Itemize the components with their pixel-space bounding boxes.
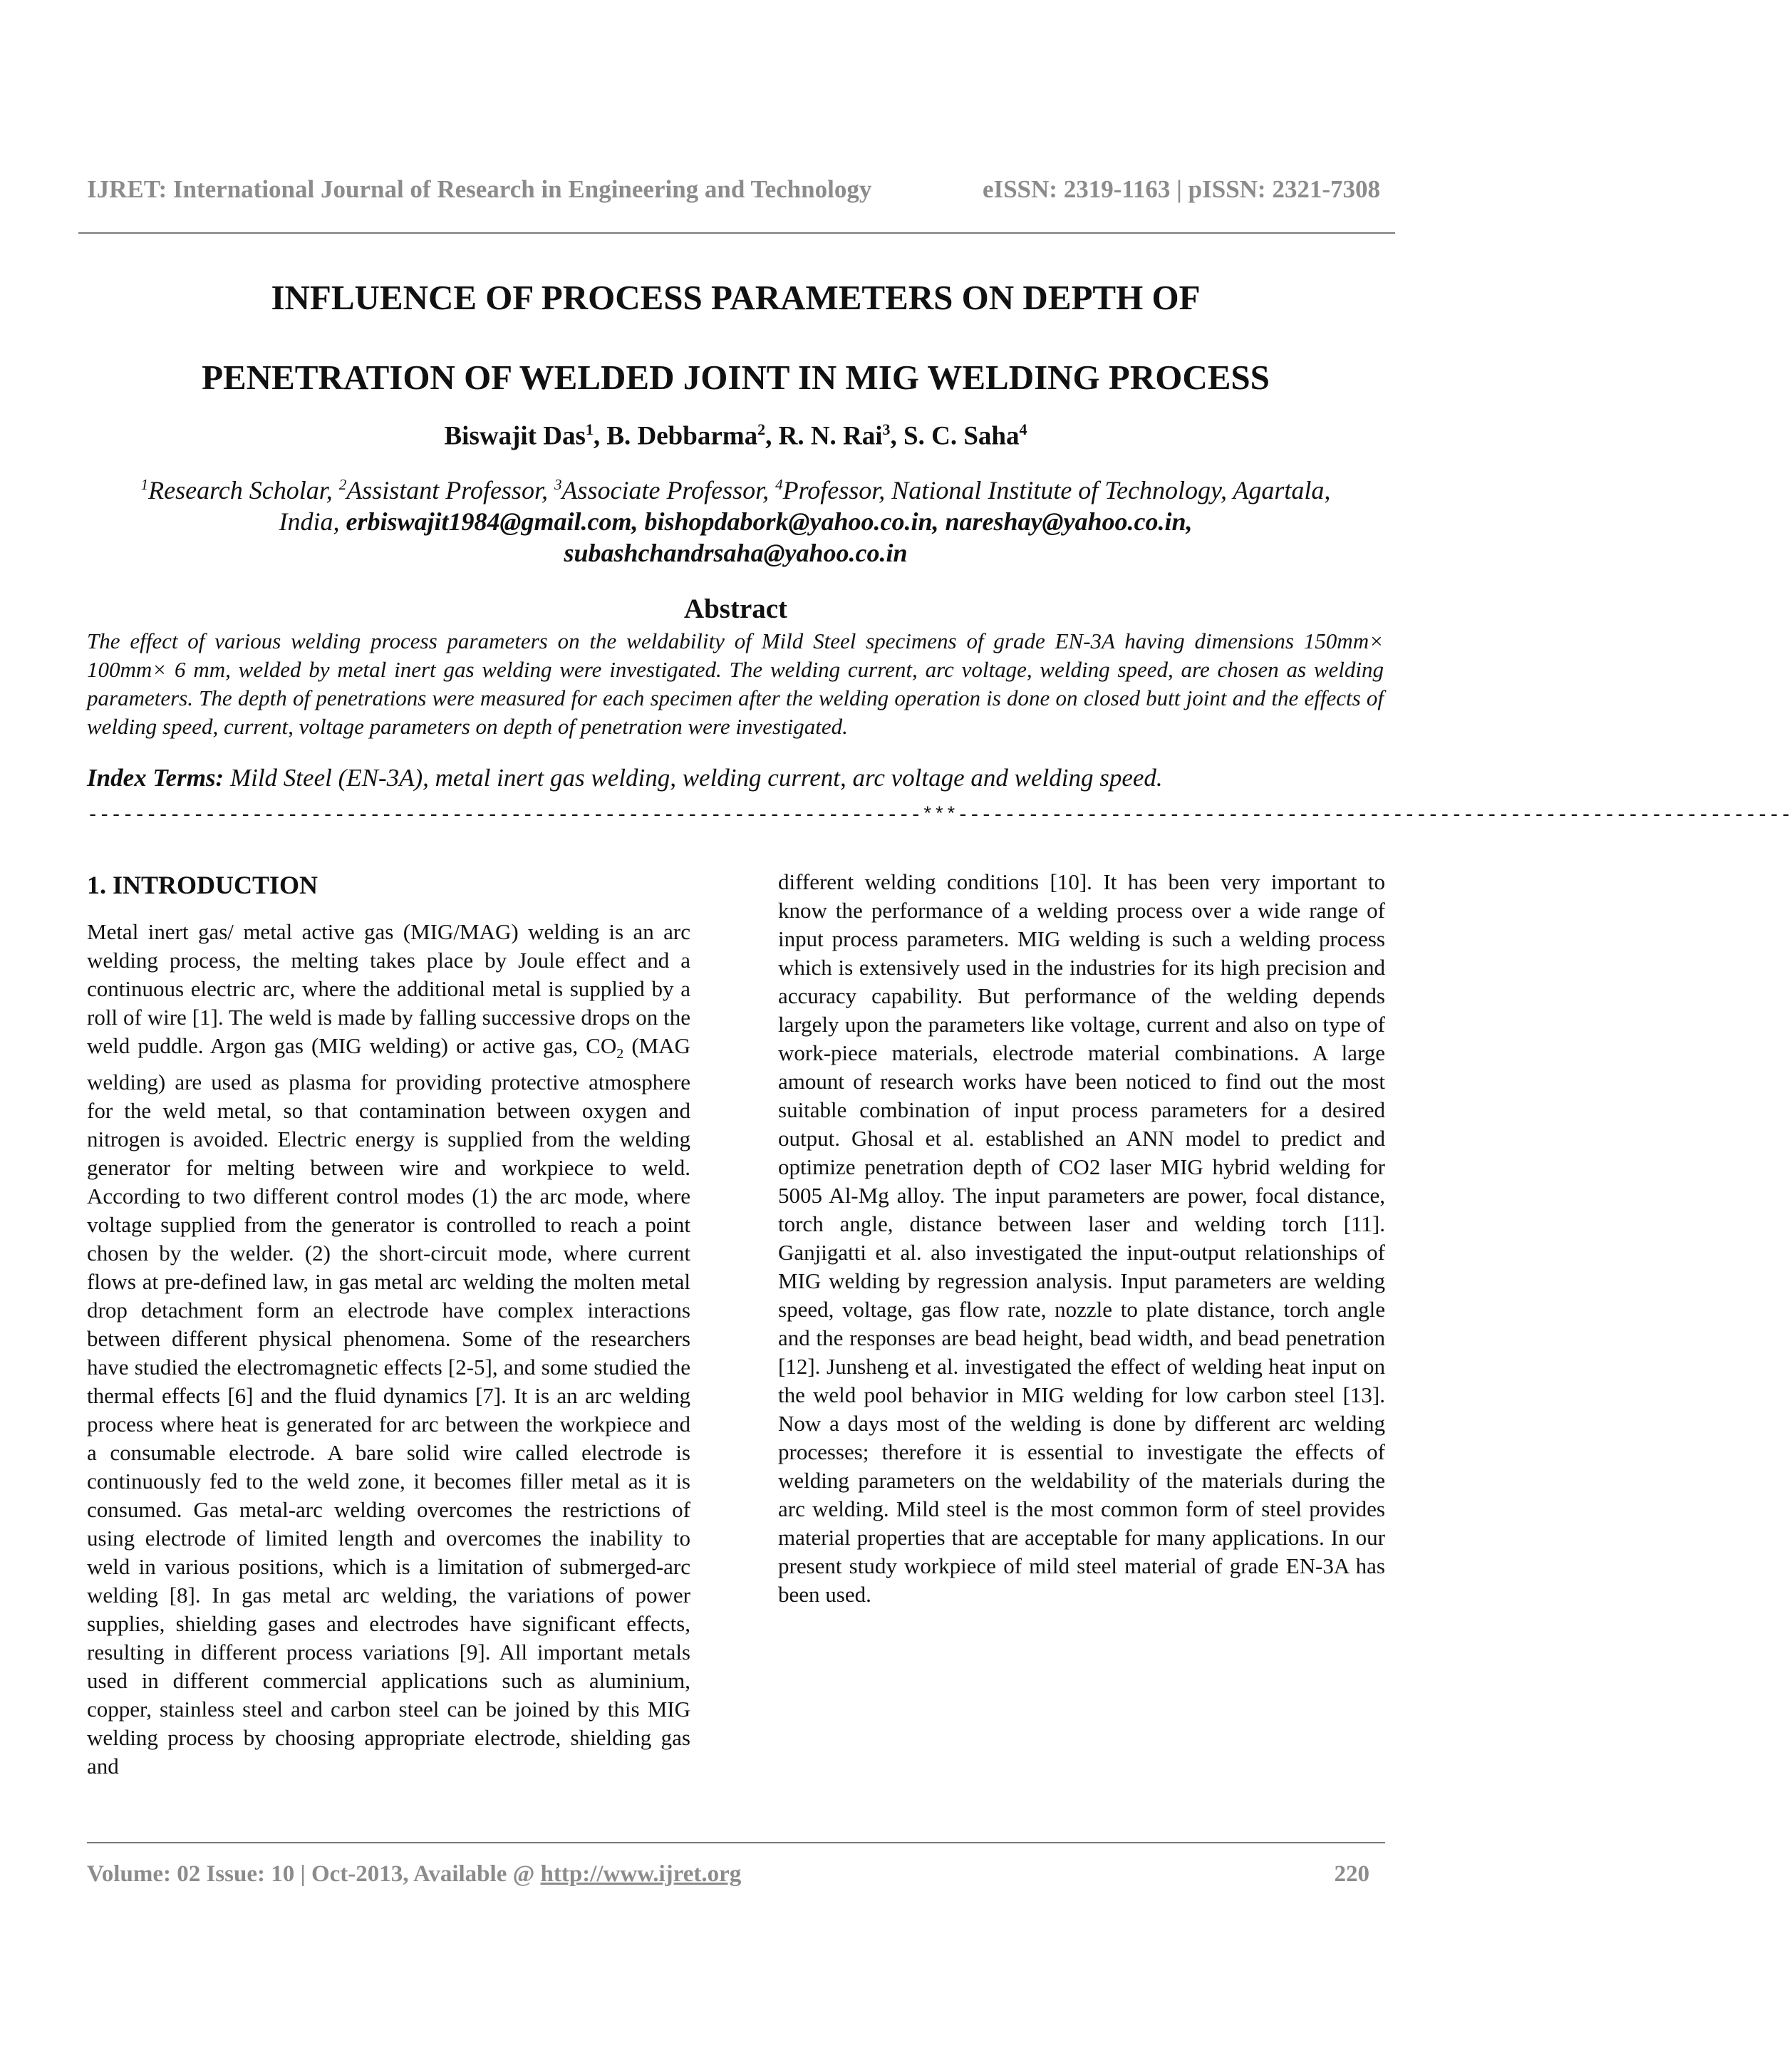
section-separator: -----------------------------------------------------------------------***----------------------------------------------------------------------- [87,805,1792,827]
author-email-last[interactable]: subashchandrsaha@yahoo.co.in [564,539,908,567]
paper-title [86,258,1386,418]
affil-country: India, [279,507,346,536]
affil-role: Assistant Professor, [346,476,554,504]
affiliation-line-1 [100,469,1372,506]
running-footer [87,1861,1369,1888]
author-affil-mark: 1 [585,420,594,438]
author-separator: , [765,421,779,451]
section-heading-introduction: 1. INTRODUCTION [87,871,318,899]
right-column [778,868,1385,1609]
author-separator: , [593,421,607,451]
intro-text-part-1: Metal inert gas/ metal active gas (MIG/MAG) welding is an arc welding process, the melting takes place by Joule effect and a continuous electric arc, where the additional metal is supplied by a roll of wire [1]. The weld is made by falling successive drops on the weld puddle. Argon gas (MIG welding) or active gas, CO [87,919,690,1058]
author-name: S. C. Saha [903,421,1020,451]
journal-name: IJRET: International Journal of Research in Engineering and Technology [87,175,872,203]
author-name: B. Debbarma [606,421,758,451]
title-line-1: INFLUENCE OF PROCESS PARAMETERS ON DEPTH OF [271,278,1201,317]
intro-paragraph-right: different welding conditions [10]. It has been very important to know the performance of a welding process over a wide range of input process parameters. MIG welding is such a welding process which is extensively used in the industries for its high precision and accuracy capability. But performance of the welding depends largely upon the parameters like voltage, current and also on type of work-piece materials, electrode material combinations. A large amount of research works have been noticed to find out the most suitable combination of input process parameters for a desired output. Ghosal et al. established an ANN model to predict and optimize penetration depth of CO2 laser MIG hybrid welding for 5005 Al-Mg alloy. The input parameters are power, focal distance, torch angle, distance between laser and welding torch [11]. Ganjigatti et al. also investigated the input-output relationships of MIG welding by regression analysis. Input parameters are welding speed, voltage, gas flow rate, nozzle to plate distance, torch angle and the responses are bead height, bead width, and bead penetration [12]. Junsheng et al. investigated the effect of welding heat input on the weld pool behavior in MIG welding for low carbon steel [13]. Now a days most of the welding is done by different arc welding processes; therefore it is essential to investigate the effects of welding parameters on the weldability of the materials during the arc welding. Mild steel is the most common form of steel provides material properties that are acceptable for many applications. In our present study workpiece of mild steel material of grade EN-3A has been used. [778,869,1385,1607]
affiliations [100,469,1372,569]
issn-info: eISSN: 2319-1163 | pISSN: 2321-7308 [982,175,1380,203]
affil-mark: 1 [140,476,149,493]
affil-mark: 2 [338,476,347,493]
author-affil-mark: 2 [757,420,766,438]
author-list [86,420,1386,451]
affil-mark: 4 [775,476,783,493]
co2-subscript: 2 [616,1046,624,1062]
running-header [87,175,1380,204]
volume-text: Volume: 02 Issue: 10 | Oct-2013, Available @ [87,1861,541,1887]
index-terms [87,762,1384,794]
affiliation-line-3 [100,537,1372,569]
affil-role: Professor, National Institute of Technology, Agartala, [782,476,1331,504]
author-emails[interactable]: erbiswajit1984@gmail.com, bishopdabork@yahoo.co.in, nareshay@yahoo.co.in, [346,507,1193,536]
intro-text-part-2: (MAG welding) are used as plasma for providing protective atmosphere for the weld metal, so that contamination between oxygen and nitrogen is avoided. Electric energy is supplied from the welding generator for melting between wire and workpiece to weld. According to two different control modes (1) the arc mode, where voltage supplied from the generator is controlled to reach a point chosen by the welder. (2) the short-circuit mode, where current flows at pre-defined law, in gas metal arc welding the molten metal drop detachment form an electrode have complex interactions between different physical phenomena. Some of the researchers have studied the electromagnetic effects [2-5], and some studied the thermal effects [6] and the fluid dynamics [7]. It is an arc welding process where heat is generated for arc between the workpiece and a consumable electrode. A bare solid wire called electrode is continuously fed to the weld zone, it becomes filler metal as it is consumed. Gas metal-arc welding overcomes the restrictions of using electrode of limited length and overcomes the inability to weld in various positions, which is a limitation of submerged-arc welding [8]. In gas metal arc welding, the variations of power supplies, shielding gases and electrodes have significant effects, resulting in different process variations [9]. All important metals used in different commercial applications such as aluminium, copper, stainless steel and carbon steel can be joined by this MIG welding process by choosing appropriate electrode, shielding gas and [87,1033,690,1779]
affiliation-line-2 [100,506,1372,537]
index-terms-text: Mild Steel (EN-3A), metal inert gas welding, welding current, arc voltage and welding speed. [224,764,1163,792]
volume-info [87,1861,741,1888]
abstract-text: The effect of various welding process parameters on the weldability of Mild Steel specimens of grade EN-3A having dimensions 150mm× 100mm× 6 mm, welded by metal inert gas welding were investigated. The welding current, arc voltage, welding speed, are chosen as welding parameters. The depth of penetrations were measured for each specimen after the welding operation is done on closed butt joint and the effects of welding speed, current, voltage parameters on depth of penetration were investigated. [87,628,1384,739]
abstract-heading: Abstract [683,594,788,624]
left-column [87,868,690,1781]
author-affil-mark: 4 [1019,420,1027,438]
author-name: Biswajit Das [444,421,586,451]
author-name: R. N. Rai [778,421,883,451]
index-terms-label: Index Terms: [87,764,224,792]
affil-role: Research Scholar, [148,476,339,504]
intro-paragraph-left [87,918,690,1781]
footer-rule [87,1842,1385,1843]
header-rule [78,232,1395,234]
author-affil-mark: 3 [882,420,891,438]
journal-url-link[interactable]: http://www.ijret.org [540,1861,742,1887]
affil-role: Associate Professor, [561,476,776,504]
author-separator: , [890,421,904,451]
page-number: 220 [1334,1861,1369,1887]
title-line-2: PENETRATION OF WELDED JOINT IN MIG WELDING PROCESS [202,358,1270,397]
affil-mark: 3 [554,476,562,493]
